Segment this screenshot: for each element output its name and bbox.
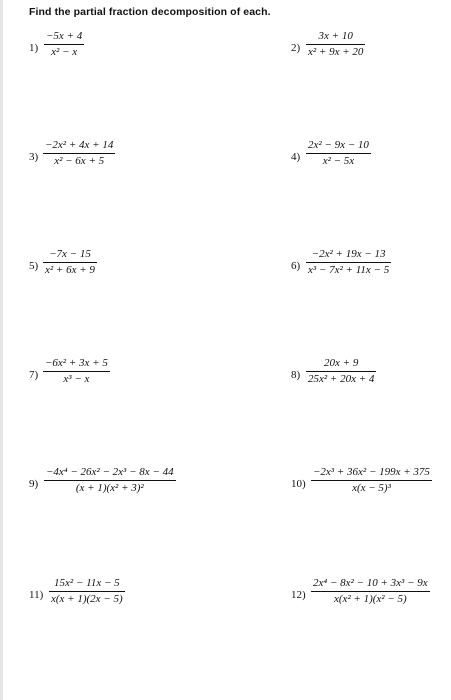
fraction bbox=[44, 466, 176, 495]
numerator: 20x + 9 bbox=[324, 357, 359, 369]
denominator: x(x² + 1)(x² − 5) bbox=[333, 593, 407, 605]
page-left-edge bbox=[0, 0, 3, 700]
fraction bbox=[43, 248, 97, 277]
numerator: −6x² + 3x + 5 bbox=[45, 357, 108, 369]
numerator: 3x + 10 bbox=[318, 30, 353, 42]
denominator: x³ − x bbox=[63, 373, 90, 385]
numerator: −2x² + 19x − 13 bbox=[311, 248, 386, 260]
numerator: 2x² − 9x − 10 bbox=[308, 139, 369, 151]
problem-number: 6) bbox=[291, 260, 301, 272]
problem-number: 7) bbox=[29, 369, 39, 381]
denominator: x(x + 1)(2x − 5) bbox=[51, 593, 123, 605]
denominator: (x + 1)(x² + 3)² bbox=[75, 482, 144, 494]
fraction bbox=[311, 577, 430, 606]
problem-number: 9) bbox=[29, 478, 39, 490]
worksheet-title: Find the partial fraction decomposition of each. bbox=[29, 6, 271, 18]
problem-number: 10) bbox=[291, 478, 306, 490]
denominator: x² − 5x bbox=[322, 155, 355, 167]
problem-number: 2) bbox=[291, 42, 301, 54]
denominator: x(x − 5)³ bbox=[352, 482, 391, 494]
numerator: −2x² + 4x + 14 bbox=[45, 139, 114, 151]
fraction bbox=[306, 139, 371, 168]
denominator: x² − 6x + 5 bbox=[54, 155, 105, 167]
problem-number: 3) bbox=[29, 151, 39, 163]
denominator: x² − x bbox=[51, 46, 78, 58]
fraction bbox=[43, 139, 115, 168]
fraction bbox=[306, 248, 391, 277]
problem-number: 8) bbox=[291, 369, 301, 381]
problem-number: 4) bbox=[291, 151, 301, 163]
numerator: −7x − 15 bbox=[49, 248, 91, 260]
denominator: x² + 6x + 9 bbox=[45, 264, 95, 276]
fraction bbox=[43, 357, 110, 386]
fraction bbox=[306, 357, 376, 386]
numerator: −4x⁴ − 26x² − 2x³ − 8x − 44 bbox=[46, 466, 174, 478]
numerator: −5x + 4 bbox=[46, 30, 83, 42]
fraction bbox=[306, 30, 365, 59]
fraction bbox=[311, 466, 432, 495]
denominator: x³ − 7x² + 11x − 5 bbox=[308, 264, 390, 276]
fraction bbox=[44, 30, 84, 59]
denominator: x² + 9x + 20 bbox=[308, 46, 364, 58]
fraction bbox=[49, 577, 125, 606]
numerator: 2x⁴ − 8x² − 10 + 3x³ − 9x bbox=[313, 577, 428, 589]
denominator: 25x² + 20x + 4 bbox=[308, 373, 375, 385]
numerator: 15x² − 11x − 5 bbox=[54, 577, 120, 589]
problem-number: 11) bbox=[29, 589, 44, 601]
problem-number: 12) bbox=[291, 589, 306, 601]
problem-number: 5) bbox=[29, 260, 39, 272]
numerator: −2x³ + 36x² − 199x + 375 bbox=[313, 466, 430, 478]
problem-number: 1) bbox=[29, 42, 39, 54]
